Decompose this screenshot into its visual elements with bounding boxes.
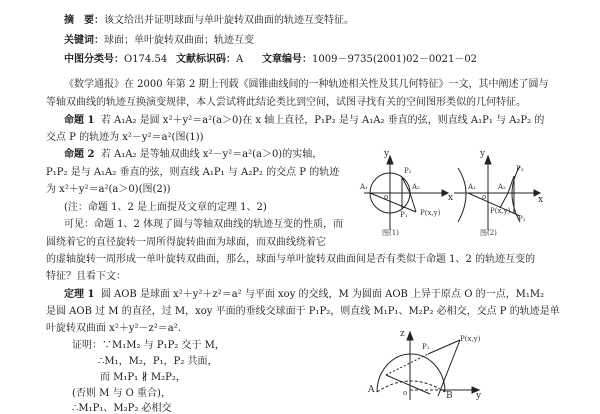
fig1-a1-label: A₁	[360, 183, 368, 191]
intro-line-1: 《数学通报》在 2000 年第 2 期上刊载《圆锥曲线间的一种轨迹相关性及其几何特征》一文，其中阐述了圆与	[64, 79, 549, 90]
classification-line	[64, 55, 167, 65]
theorem1-line-2: 是圆 AOB 过 M 的直径，过 M，xoy 平面的垂线交球面于 P₁P₂，则直线 M₁P₁、M₂P₂ 必相交，交点 P 的轨迹是单	[46, 306, 560, 317]
fig3-y-label: y	[476, 391, 482, 401]
proof-line-1: 证明：∵M₁M₂ 与 P₁P₂ 交于 M，	[72, 340, 225, 351]
hyperbola-left-branch	[458, 168, 466, 222]
y-axis-arrow-icon	[485, 156, 491, 164]
fig3-origin-label: o	[403, 389, 408, 397]
line-a2p	[500, 193, 508, 208]
intro-line-2: 等轴双曲线的轨迹互换演变规律，本人尝试将此结论类比到空间，试图寻找有关的空间图形类似的几何特征。	[46, 97, 526, 108]
theorem1-label: 定理 1	[64, 289, 95, 300]
line-a2p	[410, 193, 416, 212]
article-no-line	[262, 55, 477, 65]
line-a1p1	[370, 193, 416, 212]
abstract-label: 摘 要：	[64, 15, 104, 26]
prop2-text-1: 若 A₁A₂ 是等轴双曲线 x²－y²＝a²(a＞0)的实轴，	[100, 149, 323, 160]
fig2-caption: 图(2)	[480, 229, 497, 237]
clc-value: O174.54	[124, 54, 168, 65]
dashed-chord	[386, 354, 428, 375]
fig1-p-label: P(x,y)	[420, 209, 441, 217]
fig3-p-label: P(x,y)	[460, 335, 481, 343]
fig1-a2-label: A₂	[412, 183, 420, 191]
prop2-line-1	[64, 150, 322, 160]
prop1-line-1	[64, 116, 544, 126]
proof-line-3: 而 M₁P₁ ∦ M₂P₂，	[100, 372, 186, 383]
abstract-text: 该文给出并证明球面与单叶旋转双曲面的轨迹互变特征。	[104, 15, 354, 26]
fig3-b-label: B	[446, 391, 453, 401]
prop2-line-3: 为 x²＋y²＝a²(a＞0)(图(2))	[46, 184, 171, 195]
article-no-label: 文章编号：	[262, 54, 312, 65]
fig2-p-label: P(x,y)	[490, 207, 511, 215]
fig2-x-label: x	[538, 195, 544, 205]
fig2-p2-label: P₂	[516, 165, 524, 173]
remark-line-1: 可见：命题 1、2 体现了圆与等轴双曲线的轨迹互变的性质，而	[64, 219, 344, 230]
abstract-line	[64, 16, 354, 26]
figure-3-sphere	[360, 330, 560, 400]
keywords-text: 球面；单叶旋转双曲面；轨迹互变	[104, 35, 254, 46]
article-no-value: 1009－9735(2001)02－0021－02	[312, 54, 478, 65]
keywords-label: 关键词：	[64, 35, 104, 46]
prop1-text-1: 若 A₁A₂ 是圆 x²＋y²＝a²(a＞0)在 x 轴上直径，P₁P₂ 是与 A₁A₂ 垂直的弦，则直线 A₁P₁ 与 A₂P₂ 的	[100, 115, 545, 126]
z-axis-arrow-icon	[407, 332, 413, 340]
fig2-origin-label: o	[482, 193, 487, 201]
doc-code-label: 文献标识码：	[176, 54, 236, 65]
remark-line-3: 的虚轴旋转一周形成一单叶旋转双曲面，那么，球面与单叶旋转双曲面间是否有类似于命题 1、2 的轨迹互变的	[46, 254, 536, 265]
fig3-p1-label: P₁	[422, 343, 430, 351]
remark-line-2: 圆绕着它的直径旋转一周所得旋转曲面为球面，而双曲线绕着它	[46, 237, 326, 248]
prop2-line-2: P₁P₂ 是与 A₁A₂ 垂直的弦，则直线 A₁P₁ 与 A₂P₂ 的交点 P 的轨迹	[46, 167, 340, 178]
proof-line-5: ∴M₁P₁、M₂P₂ 必相交	[72, 403, 172, 414]
fig2-a1-label: A₁	[468, 183, 476, 191]
prop1-line-2: 交点 P 的轨迹为 x²－y²＝a²(图(1))	[46, 132, 204, 143]
fig2-p1-label: P₁	[518, 215, 526, 223]
fig1-y-label: y	[384, 149, 390, 159]
remark-line-4: 特征？且看下文：	[46, 271, 126, 282]
fig2-y-label: y	[480, 149, 486, 159]
doc-code-value: A	[236, 54, 244, 65]
figure-2-hyperbola	[450, 150, 560, 230]
fig1-origin-label: o	[384, 193, 389, 201]
proof-line-4: (否则 M 与 O 重合)，	[72, 388, 171, 399]
doc-code-line	[176, 55, 243, 65]
clc-label: 中图分类号：	[64, 54, 124, 65]
prop2-label: 命题 2	[64, 149, 95, 160]
fig3-a-label: A	[368, 385, 375, 395]
prop1-label: 命题 1	[64, 115, 95, 126]
fig1-caption: 图(1)	[382, 229, 399, 237]
proof-line-2: ∴M₁，M₂，P₁，P₂ 共面，	[98, 356, 218, 367]
fig1-p2-label: P₂	[404, 167, 412, 175]
fig2-a2-label: A₂	[498, 183, 506, 191]
fig3-z-label: z	[400, 329, 405, 339]
hyperbola-right-branch	[512, 166, 520, 222]
fig1-x-label: x	[448, 193, 454, 203]
fig1-p1-label: P₁	[400, 211, 408, 219]
theorem1-line-1	[64, 290, 544, 300]
note-line: (注：命题 1、2 是上面提及文章的定理 1、2)	[64, 202, 267, 213]
keywords-line	[64, 36, 254, 46]
theorem1-line-3: 叶旋转双曲面 x²＋y²－z²＝a².	[46, 323, 181, 334]
theorem1-text-1: 圆 AOB 是球面 x²＋y²＋z²＝a² 与平面 xoy 的交线，M 为圆面 AOB 上异于原点 O 的一点，M₁M₂	[100, 289, 545, 300]
